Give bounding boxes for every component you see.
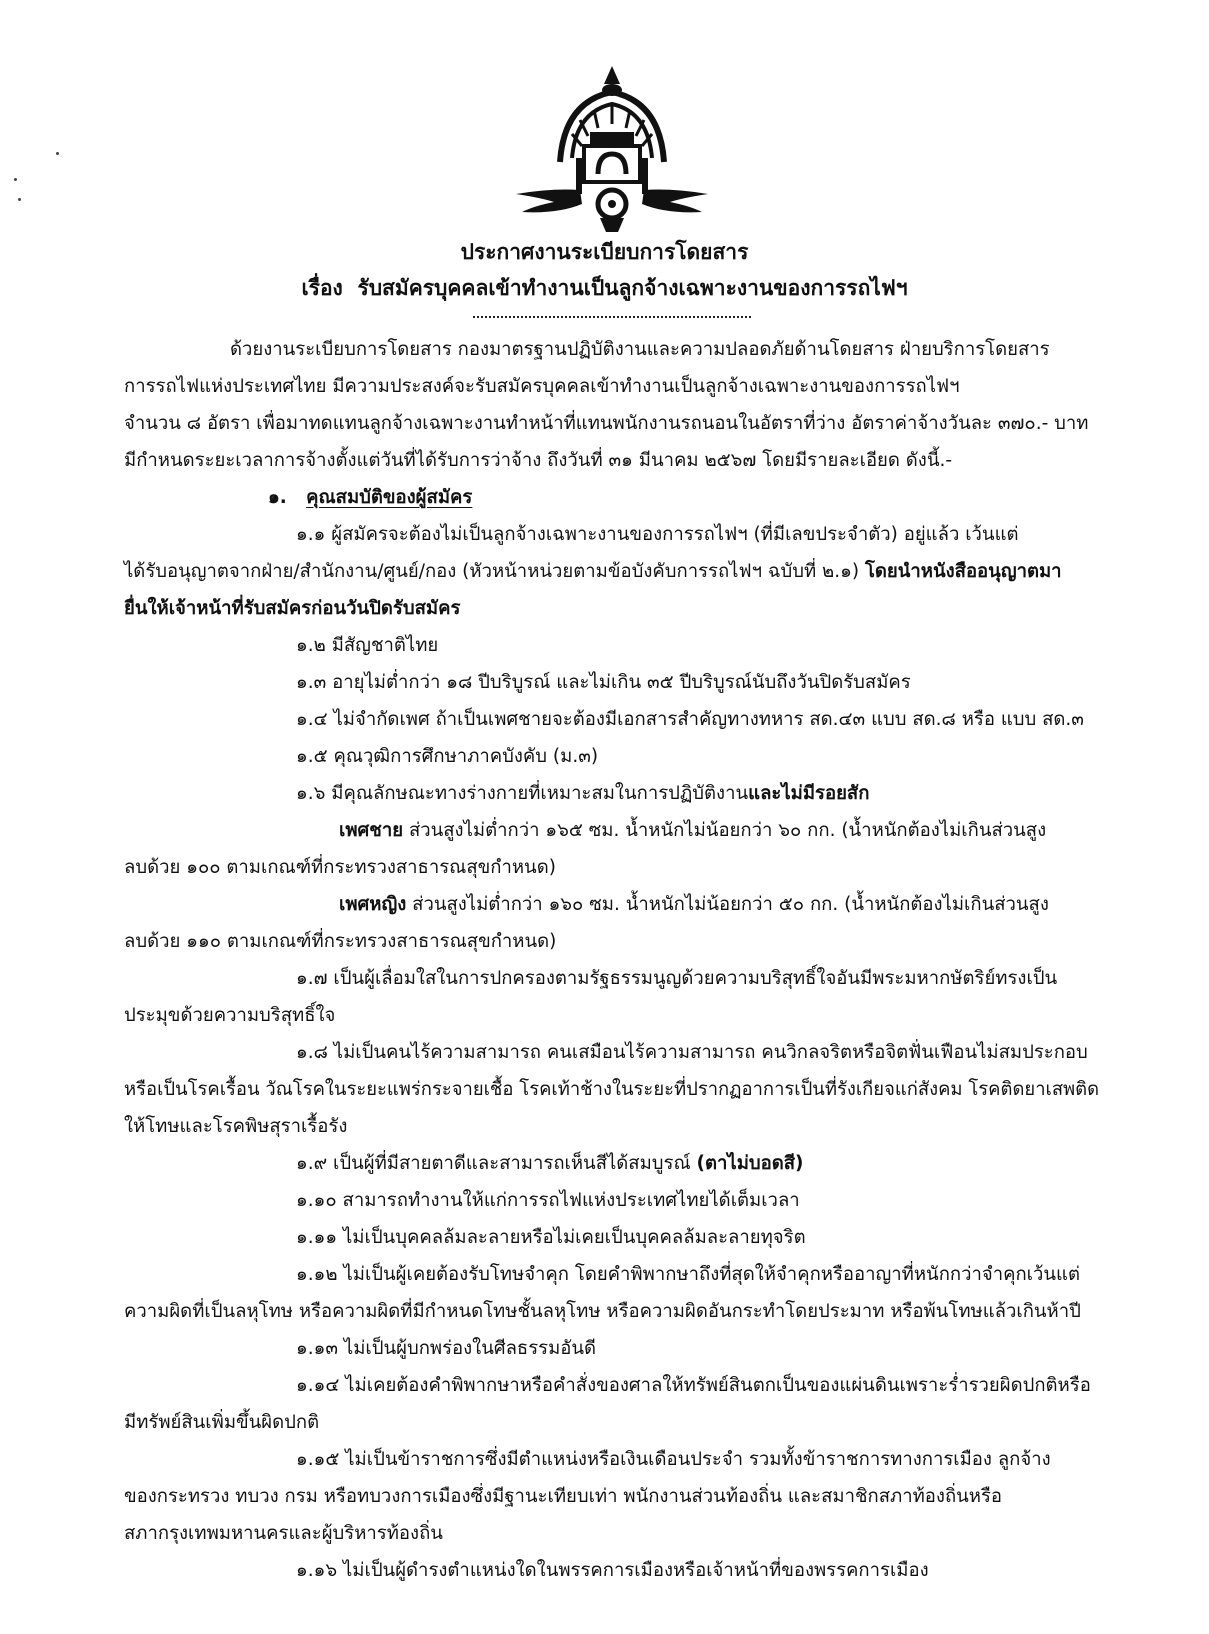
male-label: เพศชาย [339, 820, 404, 841]
item-1-5: ๑.๕ คุณวุฒิการศึกษาภาคบังคับ (ม.๓) [296, 746, 599, 767]
item-1-9-bold: (ตาไม่บอดสี) [696, 1153, 804, 1174]
scan-speck [56, 152, 59, 155]
intro-line-3: จำนวน ๘ อัตรา เพื่อมาทดแทนลูกจ้างเฉพาะงานทำหน้าที่แทนพนักงานรถนอนในอัตราที่ว่าง อัตราค่าจ้างวันละ ๓๗๐.- บาท [124, 413, 1089, 434]
scan-speck [18, 198, 21, 201]
item-1-4: ๑.๔ ไม่จำกัดเพศ ถ้าเป็นเพศชายจะต้องมีเอกสารสำคัญทางทหาร สด.๔๓ แบบ สด.๘ หรือ แบบ สด.๓ [296, 709, 1084, 730]
item-1-1-line-2 [124, 557, 1062, 587]
item-1-8-line-1: ๑.๘ ไม่เป็นคนไร้ความสามารถ คนเสมือนไร้ความสามารถ คนวิกลจริตหรือจิตฟั่นเฟือนไม่สมประกอบ [296, 1042, 1088, 1063]
state-railway-emblem [512, 62, 712, 234]
item-1-6-bold: และไม่มีรอยสัก [748, 783, 870, 804]
intro-line-2: การรถไฟแห่งประเทศไทย มีความประสงค์จะรับสมัครบุคคลเข้าทำงานเป็นลูกจ้างเฉพาะงานของการรถไฟฯ [124, 376, 960, 397]
item-1-7-line-1: ๑.๗ เป็นผู้เลื่อมใสในการปกครองตามรัฐธรรมนูญด้วยความบริสุทธิ์ใจอันมีพระมหากษัตริย์ทรงเป็น [296, 968, 1058, 989]
female-criteria-line-2: ลบด้วย ๑๑๐ ตามเกณฑ์ที่กระทรวงสาธารณสุขกำหนด) [124, 931, 557, 952]
intro-line-1: ด้วยงานระเบียบการโดยสาร กองมาตรฐานปฏิบัติงานและความปลอดภัยด้านโดยสาร ฝ่ายบริการโดยสาร [230, 339, 1050, 360]
item-1-16: ๑.๑๖ ไม่เป็นผู้ดำรงตำแหน่งใดในพรรคการเมืองหรือเจ้าหน้าที่ของพรรคการเมือง [296, 1560, 929, 1581]
item-1-11: ๑.๑๑ ไม่เป็นบุคคลล้มละลายหรือไม่เคยเป็นบุคคลล้มละลายทุจริต [296, 1227, 806, 1248]
item-1-8-line-2: หรือเป็นโรคเรื้อน วัณโรคในระยะแพร่กระจายเชื้อ โรคเท้าช้างในระยะที่ปรากฏอาการเป็นที่รังเกียจแก่สังคม โรคติดยาเสพติด [124, 1079, 1100, 1100]
section-heading [268, 483, 472, 513]
item-1-15-line-1: ๑.๑๕ ไม่เป็นข้าราชการซึ่งมีตำแหน่งหรือเงินเดือนประจำ รวมทั้งข้าราชการทางการเมือง ลูกจ้าง [296, 1449, 1051, 1470]
item-1-6-text: ๑.๖ มีคุณลักษณะทางร่างกายที่เหมาะสมในการปฏิบัติงาน [296, 783, 749, 804]
scan-speck [14, 178, 17, 181]
item-1-9 [296, 1149, 804, 1179]
male-criteria-text: ส่วนสูงไม่ต่ำกว่า ๑๖๕ ซม. น้ำหนักไม่น้อยกว่า ๖๐ กก. (น้ำหนักต้องไม่เกินส่วนสูง [408, 820, 1047, 841]
title-separator [473, 316, 751, 318]
item-1-1-line-3: ยื่นให้เจ้าหน้าที่รับสมัครก่อนวันปิดรับสมัคร [124, 598, 461, 619]
announcement-subject [0, 272, 1209, 305]
item-1-13: ๑.๑๓ ไม่เป็นผู้บกพร่องในศีลธรรมอันดี [296, 1338, 597, 1359]
female-label: เพศหญิง [339, 894, 407, 915]
item-1-3: ๑.๓ อายุไม่ต่ำกว่า ๑๘ ปีบริบูรณ์ และไม่เกิน ๓๕ ปีบริบูรณ์นับถึงวันปิดรับสมัคร [296, 672, 911, 693]
subject-label: เรื่อง [301, 276, 343, 300]
item-1-15-line-2: ของกระทรวง ทบวง กรม หรือทบวงการเมืองซึ่งมีฐานะเทียบเท่า พนักงานส่วนท้องถิ่น และสมาชิกสภาท้องถิ่นหรือ [124, 1486, 1003, 1507]
item-1-1-text: ได้รับอนุญาตจากฝ่าย/สำนักงาน/ศูนย์/กอง (หัวหน้าหน่วยตามข้อบังคับการรถไฟฯ ฉบับที่ ๒.๑) [124, 561, 860, 582]
subject-text: รับสมัครบุคคลเข้าทำงานเป็นลูกจ้างเฉพาะงานของการรถไฟฯ [357, 276, 908, 300]
item-1-6 [296, 779, 869, 809]
female-criteria-text: ส่วนสูงไม่ต่ำกว่า ๑๖๐ ซม. น้ำหนักไม่น้อยกว่า ๕๐ กก. (น้ำหนักต้องไม่เกินส่วนสูง [412, 894, 1049, 915]
item-1-8-line-3: ให้โทษและโรคพิษสุราเรื้อรัง [124, 1116, 348, 1137]
item-1-2: ๑.๒ มีสัญชาติไทย [296, 635, 439, 656]
item-1-10: ๑.๑๐ สามารถทำงานให้แก่การรถไฟแห่งประเทศไทยได้เต็มเวลา [296, 1190, 800, 1211]
item-1-12-line-1: ๑.๑๒ ไม่เป็นผู้เคยต้องรับโทษจำคุก โดยคำพิพากษาถึงที่สุดให้จำคุกหรืออาญาที่หนักกว่าจำคุกเว้นแต่ [296, 1264, 1080, 1285]
item-1-9-text: ๑.๙ เป็นผู้ที่มีสายตาดีและสามารถเห็นสีได้สมบูรณ์ [296, 1153, 691, 1174]
section-title: คุณสมบัติของผู้สมัคร [306, 487, 473, 508]
female-criteria-line-1 [339, 890, 1049, 920]
announcement-title: ประกาศงานระเบียบการโดยสาร [460, 240, 749, 264]
item-1-1-line-1: ๑.๑ ผู้สมัครจะต้องไม่เป็นลูกจ้างเฉพาะงานของการรถไฟฯ (ที่มีเลขประจำตัว) อยู่แล้ว เว้นแต่ [296, 524, 1019, 545]
item-1-14-line-2: มีทรัพย์สินเพิ่มขึ้นผิดปกติ [124, 1412, 320, 1433]
intro-line-4: มีกำหนดระยะเวลาการจ้างตั้งแต่วันที่ได้รับการว่าจ้าง ถึงวันที่ ๓๑ มีนาคม ๒๕๖๗ โดยมีรายละเอียด ดังนี้.- [124, 450, 953, 471]
male-criteria-line-2: ลบด้วย ๑๐๐ ตามเกณฑ์ที่กระทรวงสาธารณสุขกำหนด) [124, 857, 556, 878]
item-1-12-line-2: ความผิดที่เป็นลหุโทษ หรือความผิดที่มีกำหนดโทษชั้นลหุโทษ หรือความผิดอันกระทำโดยประมาท หรือพ้นโทษแล้วเกินห้าปี [124, 1301, 1081, 1322]
item-1-7-line-2: ประมุขด้วยความบริสุทธิ์ใจ [124, 1005, 336, 1026]
section-number: ๑. [268, 487, 287, 508]
item-1-14-line-1: ๑.๑๔ ไม่เคยต้องคำพิพากษาหรือคำสั่งของศาลให้ทรัพย์สินตกเป็นของแผ่นดินเพราะร่ำรวยผิดปกติหรือ [296, 1375, 1091, 1396]
item-1-1-bold: โดยนำหนังสืออนุญาตมา [864, 561, 1062, 582]
item-1-15-line-3: สภากรุงเทพมหานครและผู้บริหารท้องถิ่น [124, 1523, 443, 1544]
male-criteria-line-1 [339, 816, 1046, 846]
